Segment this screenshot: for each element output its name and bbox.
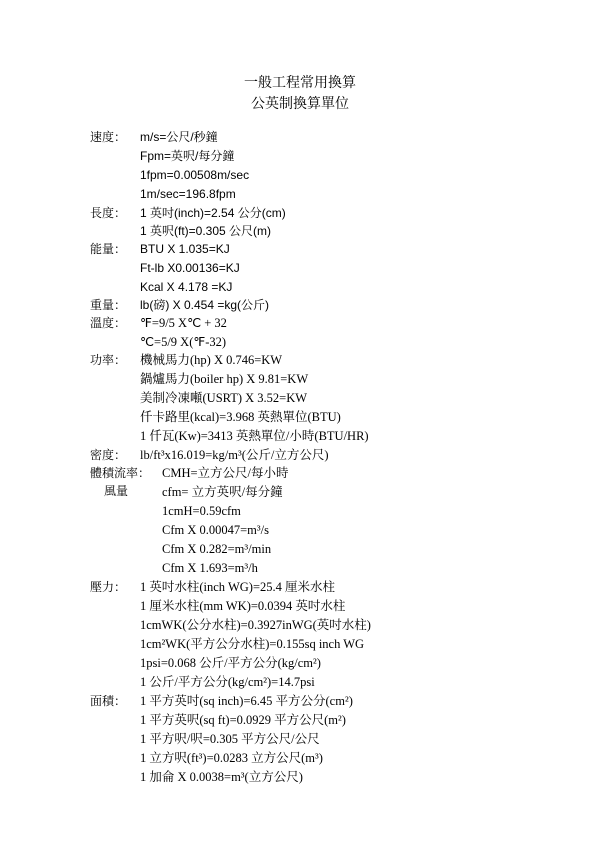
speed-line: 1fpm=0.00508m/sec xyxy=(140,168,250,182)
area-line: 1 平方英吋(sq inch)=6.45 平方公分(cm²) xyxy=(140,694,353,708)
energy-line: BTU X 1.035=KJ xyxy=(140,242,230,256)
speed-line: Fpm=英呎/每分鐘 xyxy=(140,149,235,163)
section-label-weight: 重量： xyxy=(90,298,127,312)
page-subtitle: 公英制換算單位 xyxy=(251,96,349,112)
speed-line: 1m/sec=196.8fpm xyxy=(140,187,236,201)
flow-line: Cfm X 1.693=m³/h xyxy=(162,561,258,575)
pressure-line: 1psi=0.068 公斤/平方公分(kg/cm²) xyxy=(140,656,321,670)
section-label-flow: 體積流率： xyxy=(90,466,151,480)
pressure-line: 1cm²WK(平方公分水柱)=0.155sq inch WG xyxy=(140,637,365,651)
power-line: 鍋爐馬力(boiler hp) X 9.81=KW xyxy=(140,372,309,386)
pressure-line: 1 厘米水柱(mm WK)=0.0394 英吋水柱 xyxy=(140,599,346,613)
section-label-power: 功率： xyxy=(90,353,127,367)
power-line: 美制冷凍噸(USRT) X 3.52=KW xyxy=(140,391,308,405)
flow-line: Cfm X 0.00047=m³/s xyxy=(162,523,269,537)
page-title: 一般工程常用換算 xyxy=(244,75,356,91)
section-label-temperature: 溫度： xyxy=(90,316,127,330)
power-line: 機械馬力(hp) X 0.746=KW xyxy=(140,353,283,367)
section-label-speed: 速度： xyxy=(90,130,127,144)
energy-line: Ft-lb X0.00136=KJ xyxy=(140,261,240,275)
energy-line: Kcal X 4.178 =KJ xyxy=(140,280,233,294)
section-label-area: 面積： xyxy=(90,694,127,708)
power-line: 1 仟瓦(Kw)=3413 英熱單位/小時(BTU/HR) xyxy=(140,429,369,443)
temperature-line: ℉=9/5 X℃ + 32 xyxy=(140,316,227,330)
flow-line: cfm= 立方英呎/每分鐘 xyxy=(162,485,283,499)
pressure-line: 1cmWK(公分水柱)=0.3927inWG(英吋水柱) xyxy=(140,618,371,632)
length-line: 1 英吋(inch)=2.54 公分(cm) xyxy=(140,206,286,220)
section-label-energy: 能量： xyxy=(90,242,127,256)
area-line: 1 立方呎(ft³)=0.0283 立方公尺(m³) xyxy=(140,751,323,765)
pressure-line: 1 英吋水柱(inch WG)=25.4 厘米水柱 xyxy=(140,580,335,594)
section-label-density: 密度： xyxy=(90,448,127,462)
section-label-flow-sub: 風量 xyxy=(104,484,129,498)
speed-line: m/s=公尺/秒鐘 xyxy=(140,130,218,144)
flow-line: Cfm X 0.282=m³/min xyxy=(162,542,272,556)
length-line: 1 英呎(ft)=0.305 公尺(m) xyxy=(140,224,272,238)
flow-line: CMH=立方公尺/每小時 xyxy=(162,466,289,480)
area-line: 1 加侖 X 0.0038=m³(立方公尺) xyxy=(140,770,303,784)
flow-line: 1cmH=0.59cfm xyxy=(162,504,241,518)
temperature-line: ℃=5/9 X(℉-32) xyxy=(140,335,227,349)
area-line: 1 平方英呎(sq ft)=0.0929 平方公尺(m²) xyxy=(140,713,346,727)
weight-line: lb(磅) X 0.454 =kg(公斤) xyxy=(140,298,270,312)
pressure-line: 1 公斤/平方公分(kg/cm²)=14.7psi xyxy=(140,675,315,689)
section-label-pressure: 壓力： xyxy=(90,580,127,594)
power-line: 仟卡路里(kcal)=3.968 英熱單位(BTU) xyxy=(140,410,341,424)
area-line: 1 平方呎/呎=0.305 平方公尺/公尺 xyxy=(140,732,320,746)
density-line: lb/ft³x16.019=kg/m³(公斤/立方公尺) xyxy=(140,448,329,462)
section-label-length: 長度： xyxy=(90,206,127,220)
